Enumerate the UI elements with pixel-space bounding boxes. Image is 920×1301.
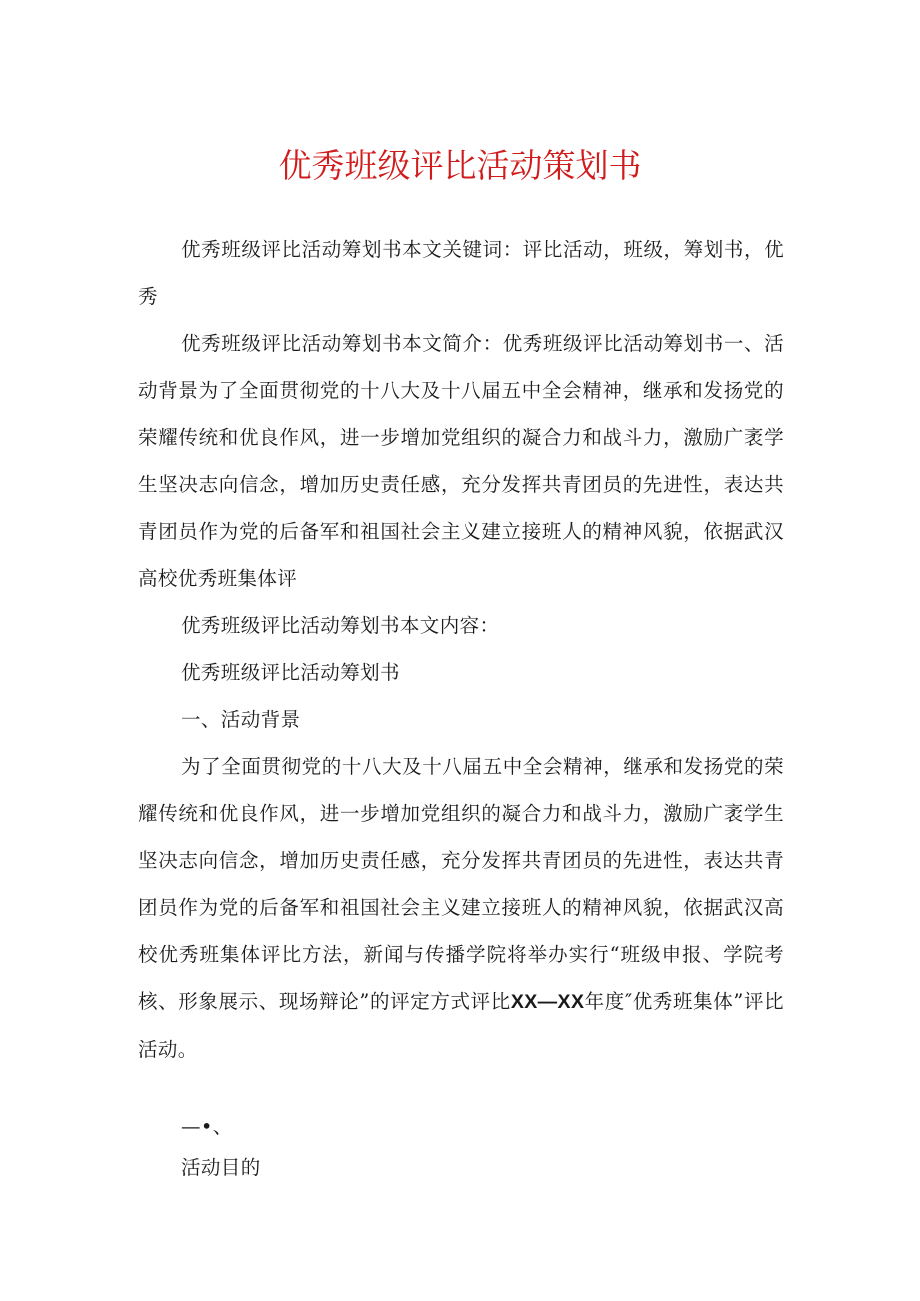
- background-text-part1: 为了全面贯彻党的十八大及十八届五中全会精神，继承和发扬党的荣耀传统和优良作风，进一步增加党组织的凝合力和战斗力，激励广袤学生坚决志向信念，增加历史责任感，充分发挥共青团员的先进性，表达共青团员作为党的后备军和祖国社会主义建立接班人的精神风貌，依据武汉高校优秀班集体评比方法，新闻与传播学院将举办实行“班级申报、学院考核、形象展示、现场辩论”的评定方式评比: [138, 755, 784, 1013]
- keywords-paragraph: 优秀班级评比活动筹划书本文关键词：评比活动，班级，筹划书，优秀: [138, 238, 784, 308]
- content-label: 优秀班级评比活动筹划书本文内容：: [181, 614, 500, 637]
- background-text-part2: 年度″优秀班集体”评比活动。: [138, 990, 784, 1061]
- section-one-heading: 一、活动背景: [181, 708, 301, 731]
- section-two-mark: —•、: [181, 1115, 233, 1138]
- intro-paragraph: 优秀班级评比活动筹划书本文简介：优秀班级评比活动筹划书一、活动背景为了全面贯彻党的十八大及十八届五中全会精神，继承和发扬党的荣耀传统和优良作风，进一步增加党组织的凝合力和战斗力，激励广袤学生坚决志向信念，增加历史责任感，充分发挥共青团员的先进性，表达共青团员作为党的后备军和祖国社会主义建立接班人的精神风貌，依据武汉高校优秀班集体评: [138, 332, 784, 590]
- section-two-heading: 活动目的: [181, 1156, 261, 1179]
- background-year: XX—XX: [510, 991, 585, 1013]
- doc-subtitle: 优秀班级评比活动筹划书: [181, 661, 400, 684]
- background-paragraph: [138, 743, 784, 1073]
- document-title: 优秀班级评比活动策划书: [278, 146, 642, 185]
